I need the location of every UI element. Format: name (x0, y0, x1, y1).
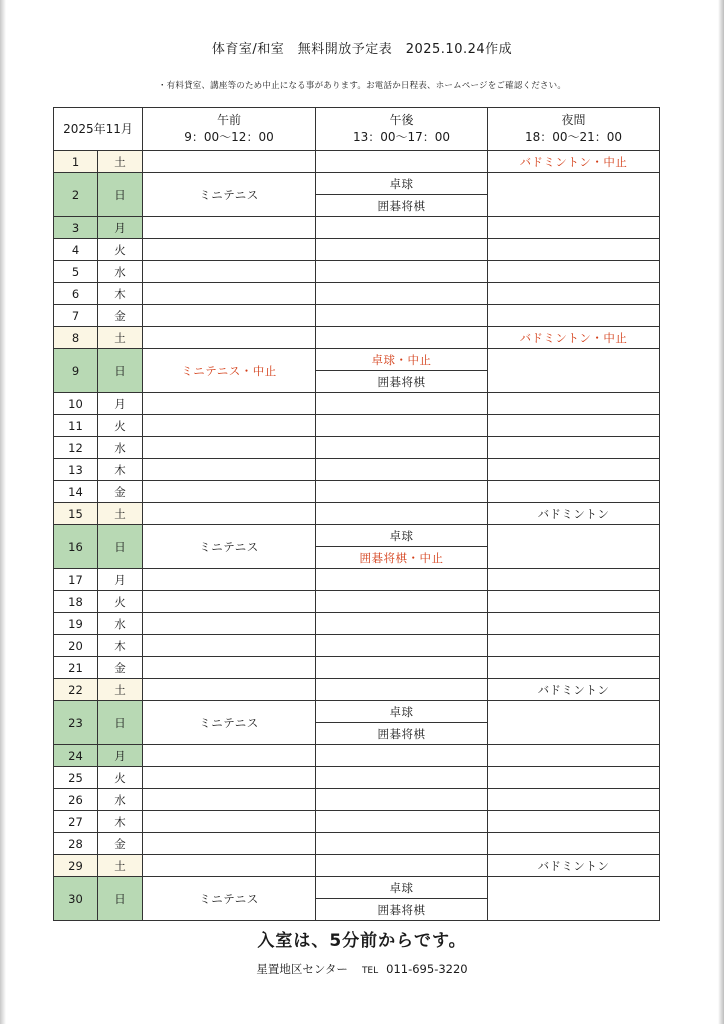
afternoon-cell (316, 569, 488, 591)
evening-cell (488, 393, 660, 415)
afternoon-cell (316, 591, 488, 613)
day-number: 4 (54, 239, 98, 261)
evening-cell (488, 833, 660, 855)
day-number: 23 (54, 701, 98, 745)
day-number: 18 (54, 591, 98, 613)
column-name-evening: 夜間 (561, 113, 586, 127)
table-row (54, 437, 660, 459)
afternoon-cell (316, 657, 488, 679)
table-row (54, 877, 660, 899)
afternoon-cell (316, 767, 488, 789)
day-number: 17 (54, 569, 98, 591)
weekday: 月 (98, 745, 143, 767)
afternoon-cell-2: 囲碁将棋 (316, 723, 488, 745)
day-number: 24 (54, 745, 98, 767)
evening-cell (488, 305, 660, 327)
afternoon-cell (316, 503, 488, 525)
afternoon-cell (316, 283, 488, 305)
evening-cell (488, 173, 660, 217)
morning-cell (143, 657, 316, 679)
day-number: 27 (54, 811, 98, 833)
notice-text: ・有料貸室、講座等のため中止になる事があります。お電話か日程表、ホームページをご確認ください。 (157, 81, 567, 91)
morning-cell (143, 327, 316, 349)
afternoon-cell (316, 327, 488, 349)
day-number: 30 (54, 877, 98, 921)
day-number: 20 (54, 635, 98, 657)
table-row (54, 657, 660, 679)
weekday: 土 (98, 679, 143, 701)
table-row (54, 481, 660, 503)
afternoon-cell (316, 393, 488, 415)
day-number: 12 (54, 437, 98, 459)
day-number: 7 (54, 305, 98, 327)
evening-cell: バドミントン (488, 855, 660, 877)
schedule-body (54, 151, 660, 921)
afternoon-cell (316, 151, 488, 173)
table-row (54, 239, 660, 261)
evening-cell: バドミントン・中止 (488, 151, 660, 173)
day-number: 29 (54, 855, 98, 877)
scan-edge-left (0, 0, 6, 1024)
evening-cell (488, 569, 660, 591)
afternoon-cell: 卓球 (316, 173, 488, 195)
afternoon-cell (316, 415, 488, 437)
weekday: 土 (98, 327, 143, 349)
table-row (54, 393, 660, 415)
day-number: 5 (54, 261, 98, 283)
column-time-evening: 18：00～21：00 (524, 130, 623, 144)
morning-cell (143, 745, 316, 767)
afternoon-cell (316, 239, 488, 261)
evening-cell (488, 481, 660, 503)
weekday: 金 (98, 657, 143, 679)
table-row (54, 415, 660, 437)
day-number: 1 (54, 151, 98, 173)
evening-cell (488, 459, 660, 481)
weekday: 火 (98, 415, 143, 437)
evening-cell (488, 525, 660, 569)
morning-cell (143, 393, 316, 415)
entry-notice: 入室は、5分前からです。 (257, 931, 467, 951)
weekday: 水 (98, 261, 143, 283)
table-row (54, 305, 660, 327)
afternoon-cell (316, 459, 488, 481)
morning-cell (143, 767, 316, 789)
evening-cell (488, 767, 660, 789)
weekday: 金 (98, 305, 143, 327)
table-row (54, 503, 660, 525)
afternoon-cell-2: 囲碁将棋 (316, 371, 488, 393)
afternoon-cell (316, 613, 488, 635)
table-row (54, 679, 660, 701)
morning-cell (143, 811, 316, 833)
afternoon-cell (316, 635, 488, 657)
day-number: 13 (54, 459, 98, 481)
morning-cell (143, 789, 316, 811)
evening-cell (488, 239, 660, 261)
day-number: 9 (54, 349, 98, 393)
weekday: 水 (98, 613, 143, 635)
morning-cell: ミニテニス・中止 (143, 349, 316, 393)
morning-cell (143, 833, 316, 855)
morning-cell (143, 591, 316, 613)
column-header-evening (488, 108, 660, 151)
column-name-morning: 午前 (216, 113, 241, 127)
morning-cell (143, 855, 316, 877)
table-row (54, 745, 660, 767)
afternoon-cell-2: 囲碁将棋 (316, 195, 488, 217)
day-number: 11 (54, 415, 98, 437)
weekday: 日 (98, 877, 143, 921)
evening-cell (488, 261, 660, 283)
evening-cell (488, 217, 660, 239)
morning-cell (143, 459, 316, 481)
table-row (54, 349, 660, 371)
weekday: 月 (98, 569, 143, 591)
evening-cell (488, 745, 660, 767)
weekday: 日 (98, 701, 143, 745)
table-row (54, 327, 660, 349)
day-number: 16 (54, 525, 98, 569)
evening-cell (488, 591, 660, 613)
evening-cell: バドミントン (488, 503, 660, 525)
weekday: 木 (98, 283, 143, 305)
morning-cell (143, 283, 316, 305)
day-number: 19 (54, 613, 98, 635)
weekday: 日 (98, 349, 143, 393)
scan-edge-right (718, 0, 724, 1024)
morning-cell: ミニテニス (143, 877, 316, 921)
evening-cell (488, 415, 660, 437)
day-number: 26 (54, 789, 98, 811)
afternoon-cell-2: 囲碁将棋 (316, 899, 488, 921)
evening-cell (488, 877, 660, 921)
morning-cell (143, 481, 316, 503)
weekday: 土 (98, 503, 143, 525)
day-number: 8 (54, 327, 98, 349)
afternoon-cell (316, 745, 488, 767)
table-row (54, 217, 660, 239)
table-row (54, 767, 660, 789)
morning-cell (143, 217, 316, 239)
month-label: 2025年11月 (54, 108, 143, 151)
evening-cell: バドミントン・中止 (488, 327, 660, 349)
afternoon-cell (316, 811, 488, 833)
table-row (54, 173, 660, 195)
day-number: 22 (54, 679, 98, 701)
day-number: 21 (54, 657, 98, 679)
weekday: 火 (98, 591, 143, 613)
day-number: 3 (54, 217, 98, 239)
evening-cell: バドミントン (488, 679, 660, 701)
morning-cell (143, 239, 316, 261)
weekday: 金 (98, 833, 143, 855)
org-name: 星置地区センター (256, 962, 348, 976)
weekday: 木 (98, 635, 143, 657)
afternoon-cell: 卓球 (316, 877, 488, 899)
page-title: 体育室/和室 無料開放予定表 2025.10.24作成 (211, 42, 513, 57)
weekday: 木 (98, 459, 143, 481)
weekday: 木 (98, 811, 143, 833)
weekday: 火 (98, 767, 143, 789)
afternoon-cell (316, 217, 488, 239)
table-row (54, 151, 660, 173)
morning-cell (143, 679, 316, 701)
afternoon-cell (316, 437, 488, 459)
evening-cell (488, 635, 660, 657)
table-row (54, 833, 660, 855)
day-number: 6 (54, 283, 98, 305)
afternoon-cell: 卓球 (316, 525, 488, 547)
morning-cell (143, 151, 316, 173)
morning-cell: ミニテニス (143, 701, 316, 745)
table-row (54, 635, 660, 657)
table-row (54, 591, 660, 613)
weekday: 日 (98, 525, 143, 569)
column-header-morning (143, 108, 316, 151)
weekday: 土 (98, 151, 143, 173)
contact-line (0, 961, 724, 977)
morning-cell (143, 261, 316, 283)
weekday: 金 (98, 481, 143, 503)
header-row (54, 108, 660, 151)
morning-cell (143, 415, 316, 437)
day-number: 28 (54, 833, 98, 855)
table-row (54, 789, 660, 811)
morning-cell (143, 613, 316, 635)
table-row (54, 613, 660, 635)
weekday: 水 (98, 437, 143, 459)
evening-cell (488, 349, 660, 393)
weekday: 月 (98, 217, 143, 239)
weekday: 日 (98, 173, 143, 217)
evening-cell (488, 701, 660, 745)
afternoon-cell (316, 789, 488, 811)
afternoon-cell (316, 833, 488, 855)
tel-number: 011-695-3220 (386, 962, 468, 976)
table-row (54, 569, 660, 591)
table-row (54, 855, 660, 877)
afternoon-cell-2: 囲碁将棋・中止 (316, 547, 488, 569)
afternoon-cell: 卓球・中止 (316, 349, 488, 371)
morning-cell (143, 635, 316, 657)
table-row (54, 811, 660, 833)
tel-label: TEL (361, 966, 379, 976)
column-time-afternoon: 13：00～17：00 (352, 130, 451, 144)
table-row (54, 701, 660, 723)
morning-cell (143, 569, 316, 591)
column-header-afternoon (316, 108, 488, 151)
morning-cell: ミニテニス (143, 525, 316, 569)
weekday: 火 (98, 239, 143, 261)
table-row (54, 283, 660, 305)
weekday: 水 (98, 789, 143, 811)
table-row (54, 525, 660, 547)
evening-cell (488, 789, 660, 811)
day-number: 25 (54, 767, 98, 789)
morning-cell (143, 503, 316, 525)
afternoon-cell (316, 481, 488, 503)
morning-cell: ミニテニス (143, 173, 316, 217)
day-number: 10 (54, 393, 98, 415)
afternoon-cell: 卓球 (316, 701, 488, 723)
afternoon-cell (316, 855, 488, 877)
morning-cell (143, 305, 316, 327)
day-number: 14 (54, 481, 98, 503)
morning-cell (143, 437, 316, 459)
weekday: 月 (98, 393, 143, 415)
day-number: 15 (54, 503, 98, 525)
column-name-afternoon: 午後 (389, 113, 414, 127)
evening-cell (488, 657, 660, 679)
afternoon-cell (316, 305, 488, 327)
table-row (54, 261, 660, 283)
day-number: 2 (54, 173, 98, 217)
schedule-table (53, 107, 660, 921)
evening-cell (488, 613, 660, 635)
evening-cell (488, 283, 660, 305)
column-time-morning: 9：00～12：00 (184, 130, 274, 144)
evening-cell (488, 437, 660, 459)
table-row (54, 459, 660, 481)
weekday: 土 (98, 855, 143, 877)
evening-cell (488, 811, 660, 833)
afternoon-cell (316, 261, 488, 283)
afternoon-cell (316, 679, 488, 701)
